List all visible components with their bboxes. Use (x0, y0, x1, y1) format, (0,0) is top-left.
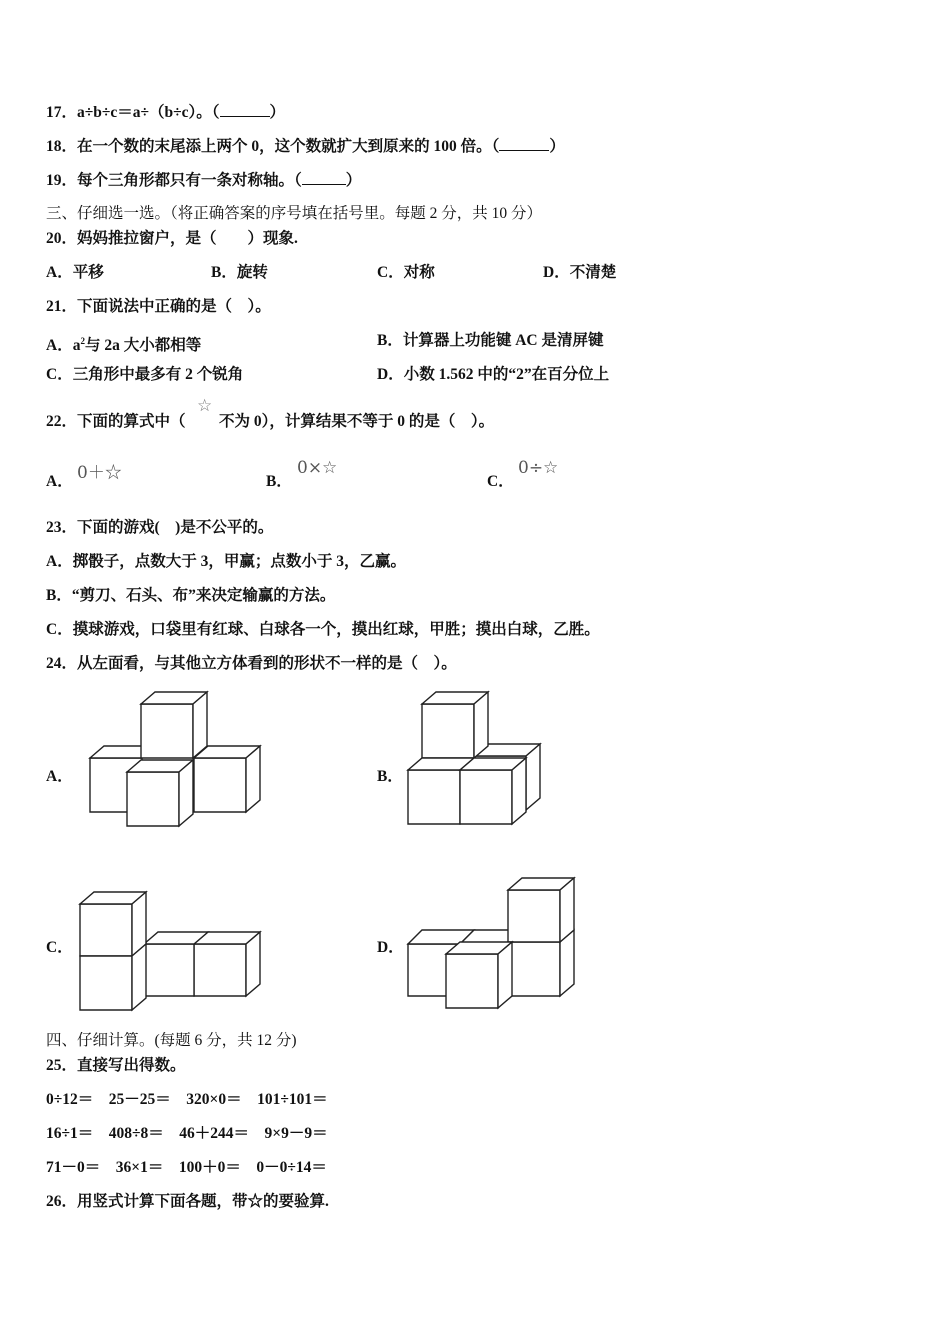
q21-option-c[interactable]: C．三角形中最多有 2 个锐角 (46, 366, 244, 383)
q19-text: 19．每个三角形都只有一条对称轴。（ (46, 172, 302, 189)
question-17 (46, 102, 285, 123)
q23-option-b[interactable]: B．“剪刀、石头、布”来决定输赢的方法。 (46, 587, 336, 604)
question-23-stem: 23．下面的游戏( )是不公平的。 (46, 519, 274, 536)
answer-blank-17[interactable] (220, 102, 270, 117)
section-3-heading: 三、仔细选一选。（将正确答案的序号填在括号里。每题 2 分，共 10 分） (46, 205, 543, 222)
cube-figure-a (82, 686, 272, 836)
cube-figure-c (76, 886, 266, 1026)
answer-blank-19[interactable] (302, 170, 346, 185)
question-24-stem: 24．从左面看，与其他立方体看到的形状不一样的是（ ）。 (46, 655, 457, 672)
q21-a-prefix: A．a (46, 337, 81, 355)
q24-option-b-label[interactable]: B． (377, 768, 403, 785)
q22-option-a-label[interactable]: A． (46, 473, 73, 490)
question-21-stem: 21．下面说法中正确的是（ ）。 (46, 298, 271, 315)
q24-option-c-label[interactable]: C． (46, 939, 73, 956)
q21-option-a[interactable] (46, 331, 201, 356)
q25-row-2: 16÷1＝ 408÷8＝ 46＋244＝ 9×9－9＝ (46, 1125, 328, 1142)
question-18 (46, 136, 565, 157)
q23-option-a[interactable]: A．掷骰子，点数大于 3，甲赢；点数小于 3，乙赢。 (46, 553, 406, 570)
question-26-stem: 26．用竖式计算下面各题，带☆的要验算. (46, 1193, 329, 1210)
q25-row-1: 0÷12＝ 25－25＝ 320×0＝ 101÷101＝ (46, 1091, 328, 1108)
q17-close: ） (269, 104, 286, 121)
q21-a-superscript: 2 (80, 336, 85, 346)
question-25-stem: 25．直接写出得数。 (46, 1057, 186, 1074)
q20-option-a[interactable]: A．平移 (46, 264, 104, 281)
q19-close: ） (345, 172, 362, 189)
q21-option-b[interactable]: B．计算器上功能键 AC 是清屏键 (377, 332, 604, 349)
question-22-stem-left: 22．下面的算式中（ (46, 413, 186, 430)
q21-option-d[interactable]: D．小数 1.562 中的“2”在百分位上 (377, 366, 610, 383)
question-22-stem-right: 不为 0），计算结果不等于 0 的是（ ）。 (219, 413, 495, 430)
section-4-heading: 四、仔细计算。(每题 6 分，共 12 分) (46, 1032, 297, 1049)
answer-blank-18[interactable] (499, 136, 549, 151)
q20-option-b[interactable]: B．旋转 (211, 264, 268, 281)
q22-option-c-label[interactable]: C． (487, 473, 514, 490)
cube-figure-b (402, 686, 592, 836)
q24-option-a-label[interactable]: A． (46, 768, 73, 785)
q22-option-b-expression: 0×☆ (297, 458, 338, 478)
question-20-stem: 20．妈妈推拉窗户，是（ ）现象. (46, 230, 298, 247)
q20-option-d[interactable]: D．不清楚 (543, 264, 617, 281)
cube-figure-d (402, 874, 592, 1014)
question-19 (46, 170, 361, 191)
q18-text: 18．在一个数的末尾添上两个 0，这个数就扩大到原来的 100 倍。（ (46, 138, 500, 155)
q18-close: ） (549, 138, 565, 155)
star-icon: ☆ (197, 396, 213, 416)
q23-option-c[interactable]: C．摸球游戏，口袋里有红球、白球各一个，摸出红球，甲胜；摸出白球，乙胜。 (46, 621, 600, 638)
q21-a-rest: 与 2a 大小都相等 (84, 337, 202, 355)
q17-text: 17．a÷b÷c＝a÷（b÷c）。（ (46, 104, 220, 121)
q22-option-b-label[interactable]: B． (266, 473, 292, 490)
q25-row-3: 71－0＝ 36×1＝ 100＋0＝ 0－0÷14＝ (46, 1159, 327, 1176)
q22-option-a-expression: 0＋☆ (77, 463, 122, 483)
q24-option-d-label[interactable]: D． (377, 939, 404, 956)
q22-option-c-expression: 0÷☆ (518, 458, 559, 478)
q20-option-c[interactable]: C．对称 (377, 264, 435, 281)
